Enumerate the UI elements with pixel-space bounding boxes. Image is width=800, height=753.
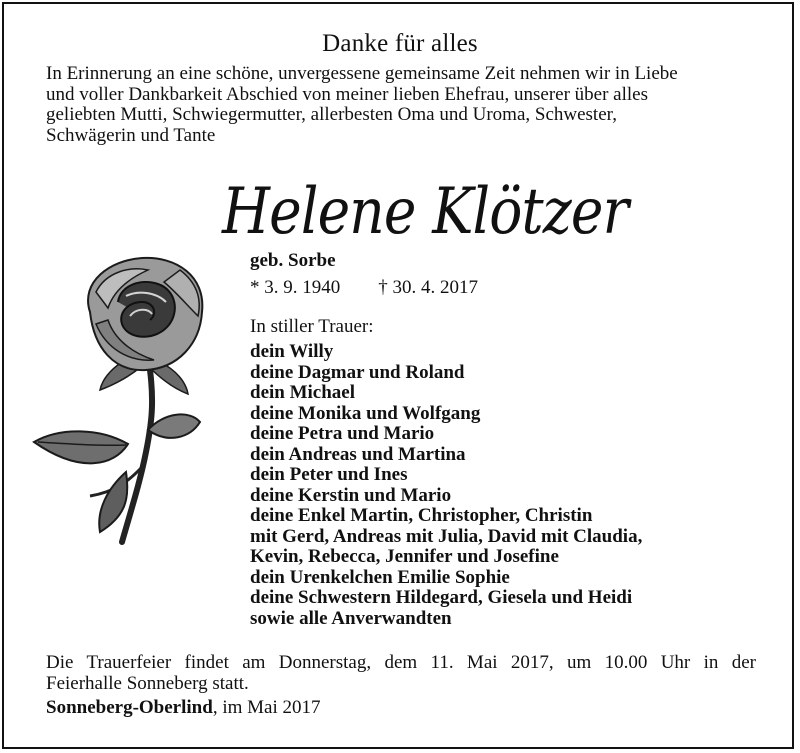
birth-name: geb. Sorbe <box>250 250 336 271</box>
mourners-list <box>250 342 642 629</box>
mourner: dein Peter und Ines <box>250 464 408 485</box>
mourner: dein Andreas und Martina <box>250 443 466 465</box>
mourner: deine Schwestern Hildegard, Giesela und Heidi <box>250 587 633 608</box>
place-town: Sonneberg-Oberlind <box>46 697 213 718</box>
heading: Danke für alles <box>322 30 478 57</box>
mourner: deine Kerstin und Mario <box>250 484 452 506</box>
death-date: † 30. 4. 2017 <box>378 277 478 298</box>
mourner: deine Monika und Wolfgang <box>250 402 481 424</box>
birth-date: * 3. 9. 1940 <box>250 277 341 298</box>
place-month: , im Mai 2017 <box>212 697 321 718</box>
mourner: deine Petra und Mario <box>250 423 435 444</box>
funeral-notice <box>46 652 756 694</box>
intro-line: Schwägerin und Tante <box>46 124 216 146</box>
mourner: mit Gerd, Andreas mit Julia, David mit Claudia, <box>250 525 643 547</box>
mourning-intro: In stiller Trauer: <box>250 316 374 337</box>
funeral-line: Die Trauerfeier findet am Donnerstag, dem 11. Mai 2017, um 10.00 Uhr in der <box>46 652 756 673</box>
intro-text <box>46 64 762 146</box>
mourner: sowie alle Anverwandten <box>250 607 452 629</box>
intro-line: geliebten Mutti, Schwiegermutter, allerbesten Oma und Uroma, Schwester, <box>46 104 617 125</box>
mourner: deine Enkel Martin, Christopher, Christin <box>250 505 593 526</box>
mourner: dein Urenkelchen Emilie Sophie <box>250 566 510 588</box>
life-dates <box>250 277 478 299</box>
rose-icon <box>30 252 230 552</box>
intro-line: und voller Dankbarkeit Abschied von meiner lieben Ehefrau, unserer über alles <box>46 83 648 105</box>
deceased-name: Helene Klötzer <box>222 175 629 249</box>
intro-line: In Erinnerung an eine schöne, unvergessene gemeinsame Zeit nehmen wir in Liebe <box>46 63 678 84</box>
place-date <box>46 697 320 719</box>
funeral-line: Feierhalle Sonneberg statt. <box>46 673 249 694</box>
mourner: dein Michael <box>250 382 356 403</box>
mourner: deine Dagmar und Roland <box>250 361 465 383</box>
mourner: Kevin, Rebecca, Jennifer und Josefine <box>250 546 559 567</box>
mourner: dein Willy <box>250 341 334 362</box>
